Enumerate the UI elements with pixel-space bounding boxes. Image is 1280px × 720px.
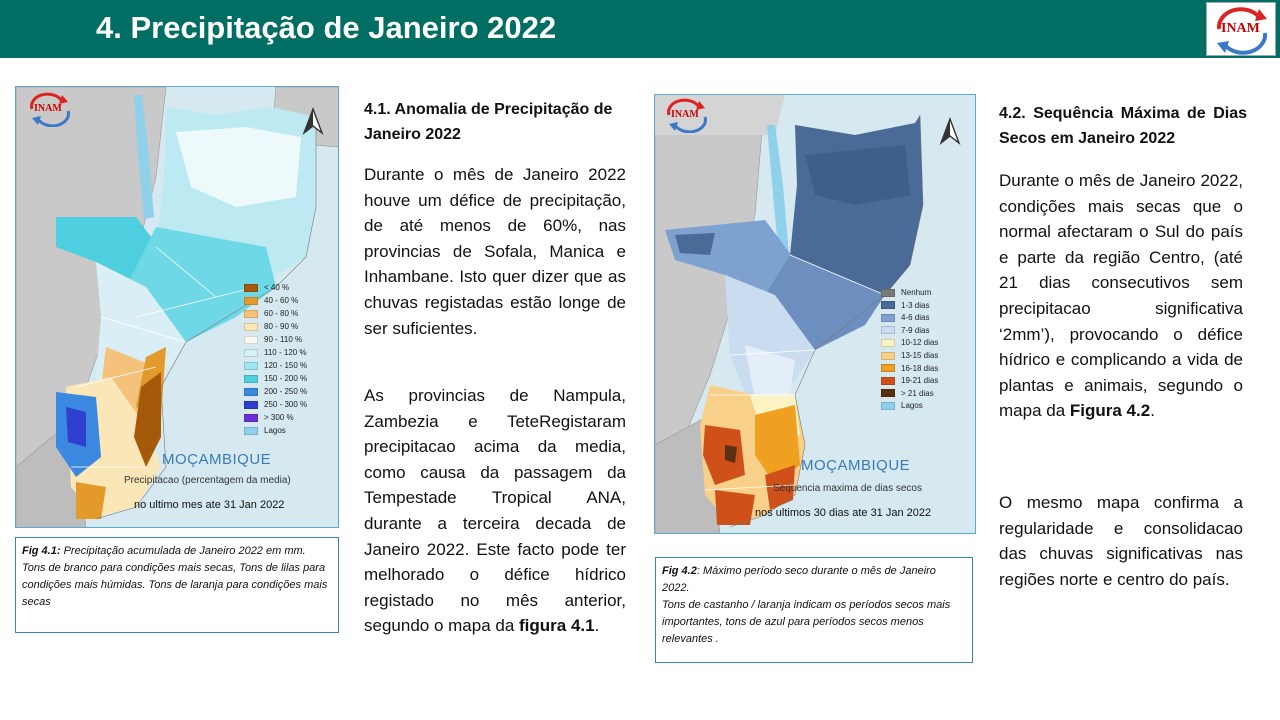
caption2-fig-label: Fig 4.2 <box>662 565 697 577</box>
figure-4-2-caption <box>655 557 973 663</box>
map1-legend-item <box>244 348 307 357</box>
map1-legend-swatch <box>244 310 258 318</box>
section-4-1-paragraph-2-text: As provincias de Nampula, Zambezia e TeteRegistaram precipitacao acima da media, como causa da passagem da Tempestade Tropical ANA, durante a terceira decada de Janeiro 2022. Este facto pode ter melhorado o défice hídrico registado no mês anterior, segundo o mapa da <box>364 386 626 636</box>
map2-legend-item <box>881 301 929 310</box>
map1-legend-label: 200 - 250 % <box>264 387 308 396</box>
map2-legend-swatch <box>881 289 895 297</box>
page-title: 4. Precipitação de Janeiro 2022 <box>96 10 557 45</box>
map2-legend-item <box>881 288 931 297</box>
map1-legend-item <box>244 322 298 331</box>
caption1-fig-label: Fig 4.1: <box>22 545 61 557</box>
section-4-2-paragraph-1-end: . <box>1150 401 1155 421</box>
section-4-2-paragraph-1-text: Durante o mês de Janeiro 2022, condições mais secas que o normal afectaram o Sul do país e parte da região Centro, (até 21 dias consecutivos sem precipitacao significativa ‘2mm’), provocando o défice hídrico e complicando a vida de plantas e animais, segundo o mapa da <box>999 171 1243 421</box>
map1-legend-swatch <box>244 284 258 292</box>
logo-text: INAM <box>1221 21 1260 36</box>
map1-legend-label: 250 - 300 % <box>264 400 308 409</box>
north-arrow-icon <box>939 117 961 145</box>
map1-legend-item <box>244 283 289 292</box>
map2-legend-label: > 21 dias <box>901 388 934 398</box>
map1-legend-item <box>244 335 302 344</box>
map2-legend-swatch <box>881 352 895 360</box>
dry-days-map <box>654 94 976 534</box>
map1-legend-item <box>244 426 286 435</box>
map1-legend-item <box>244 296 298 305</box>
map2-legend-label: 1-3 dias <box>901 300 930 310</box>
map1-legend-swatch <box>244 362 258 370</box>
map1-legend-label: 120 - 150 % <box>264 361 308 370</box>
map2-legend-label: 7-9 dias <box>901 325 930 335</box>
caption2-line1: : Máximo período seco durante o mês de Janeiro 2022. <box>662 565 936 594</box>
map1-logo-text: INAM <box>34 103 62 114</box>
map2-logo-text: INAM <box>671 109 699 120</box>
map2-legend-swatch <box>881 339 895 347</box>
map1-legend-label: 90 - 110 % <box>264 335 303 344</box>
section-4-1-paragraph-1: Durante o mês de Janeiro 2022 houve um défice de precipitação, de até menos de 60%, nas provincias de Sofala, Manica e Inhambane. Isto quer dizer que as chuvas registadas estão longe de ser suficientes. <box>364 165 626 338</box>
map2-legend-swatch <box>881 402 895 410</box>
map2-legend-label: 19-21 dias <box>901 376 939 386</box>
map2-legend-item <box>881 376 938 385</box>
map1-legend-item <box>244 400 307 409</box>
map2-legend-label: 13-15 dias <box>901 351 939 360</box>
map1-legend-item <box>244 361 307 370</box>
map1-legend-swatch <box>244 414 258 422</box>
map1-inam-logo <box>24 91 76 127</box>
map2-legend-item <box>881 313 929 322</box>
map2-legend-label: 16-18 dias <box>901 363 939 373</box>
map1-legend-swatch <box>244 297 258 305</box>
map2-legend-swatch <box>881 389 895 397</box>
map2-legend-item <box>881 338 938 347</box>
map1-legend-label: 80 - 90 % <box>264 322 299 331</box>
map1-legend-label: > 300 % <box>264 413 294 422</box>
caption1-line1: Precipitação acumulada de Janeiro 2022 em mm. <box>60 545 306 557</box>
map1-legend-item <box>244 413 294 422</box>
map1-legend-label: 110 - 120 % <box>264 348 307 357</box>
map2-subtitle: Sequencia maxima de dias secos <box>773 483 922 494</box>
section-4-2-paragraph-1 <box>999 168 1243 424</box>
map1-legend-label: 150 - 200 % <box>264 374 308 383</box>
caption1-line2: Tons de branco para condições mais secas, Tons de lilas para condições mais húmidas. Tons de laranja para condições mais secas <box>22 562 328 608</box>
map2-legend-label: 4-6 dias <box>901 313 930 323</box>
map2-legend-label: Lagos <box>901 401 923 411</box>
map1-legend-swatch <box>244 323 258 331</box>
map1-legend-label: 60 - 80 % <box>264 309 299 318</box>
map1-legend-swatch <box>244 388 258 396</box>
map2-legend-item <box>881 401 923 410</box>
map1-subtitle: Precipitacao (percentagem da media) <box>124 475 291 486</box>
map1-legend-swatch <box>244 427 258 435</box>
map1-country-label: MOÇAMBIQUE <box>162 451 272 468</box>
section-4-2-heading: 4.2. Sequência Máxima de Dias Secos em Janeiro 2022 <box>999 105 1247 147</box>
map1-legend-label: < 40 % <box>264 283 290 292</box>
map2-country-label: MOÇAMBIQUE <box>801 457 911 474</box>
inam-logo <box>1206 2 1276 56</box>
map2-inam-logo <box>661 97 713 133</box>
map1-legend-item <box>244 309 298 318</box>
map2-legend-swatch <box>881 326 895 334</box>
map1-legend-swatch <box>244 336 258 344</box>
caption2-line2: Tons de castanho / laranja indicam os períodos secos mais importantes, tons de azul para períodos secos menos relevantes . <box>662 599 951 645</box>
map1-date: no ultimo mes ate 31 Jan 2022 <box>134 499 285 511</box>
map2-legend-swatch <box>881 364 895 372</box>
map1-legend-label: 40 - 60 % <box>264 296 299 305</box>
map1-legend-swatch <box>244 349 258 357</box>
map2-legend-item <box>881 326 929 335</box>
map2-legend-swatch <box>881 301 895 309</box>
map2-legend-item <box>881 389 934 398</box>
section-4-2-paragraph-2: O mesmo mapa confirma a regularidade e consolidacao das chuvas significativas nas regiões norte e centro do país. <box>999 493 1243 589</box>
map1-legend-label: Lagos <box>264 426 286 435</box>
map1-legend-swatch <box>244 375 258 383</box>
north-arrow-icon <box>302 107 324 135</box>
figure-4-2-reference: Figura 4.2 <box>1069 401 1151 421</box>
map2-legend-item <box>881 364 938 373</box>
map2-legend-swatch <box>881 377 895 385</box>
figure-4-1-caption <box>15 537 339 633</box>
section-4-1-paragraph-2-end: . <box>594 616 600 636</box>
map2-date: nos ultimos 30 dias ate 31 Jan 2022 <box>755 507 932 519</box>
section-4-1-heading: 4.1. Anomalia de Precipitação de Janeiro 2022 <box>364 101 613 143</box>
section-4-1-paragraph-2 <box>364 383 626 639</box>
map2-legend-label: 10-12 dias <box>901 338 939 348</box>
map1-legend-swatch <box>244 401 258 409</box>
map2-legend-label: Nenhum <box>901 288 932 297</box>
precipitation-anomaly-map <box>15 86 339 528</box>
map1-legend-item <box>244 374 307 383</box>
figure-4-1-reference: figura 4.1 <box>519 616 595 636</box>
title-bar <box>0 0 1280 58</box>
map2-legend-item <box>881 351 938 360</box>
map1-legend-item <box>244 387 307 396</box>
map2-legend-swatch <box>881 314 895 322</box>
